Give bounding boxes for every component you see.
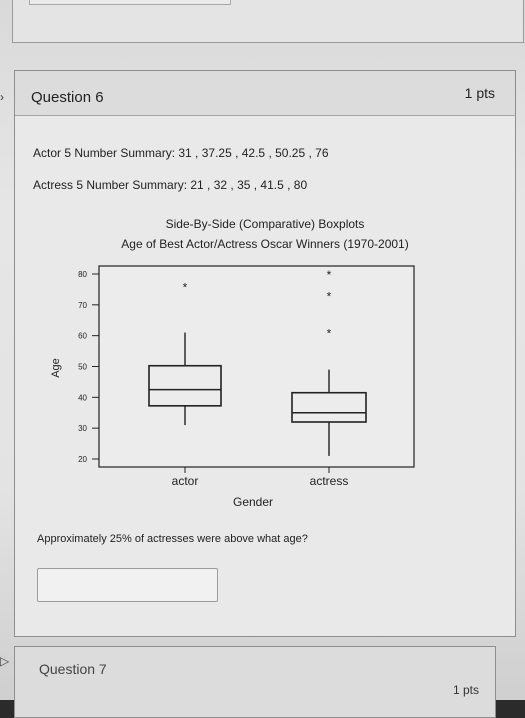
answer-input[interactable]: [37, 568, 218, 602]
y-tick-label: 30: [78, 424, 87, 434]
next-question-title: Question 7: [39, 661, 107, 677]
outlier-point: *: [326, 326, 332, 341]
plot-area: [99, 266, 414, 467]
x-tick-label: actor: [171, 474, 199, 488]
outlier-point: *: [182, 280, 188, 295]
next-question-card: [14, 646, 496, 718]
actor-summary: Actor 5 Number Summary: 31 , 37.25 , 42.5 , 50.25 , 76: [33, 146, 329, 160]
x-tick-label: actress: [309, 474, 349, 488]
question-title: Question 6: [31, 89, 104, 106]
chart-title: Side-By-Side (Comparative) Boxplots: [165, 217, 365, 231]
y-tick-label: 20: [78, 455, 87, 464]
outlier-point: *: [326, 268, 332, 282]
previous-answer-field[interactable]: [29, 0, 231, 5]
chart-subtitle: Age of Best Actor/Actress Oscar Winners (1970-2001): [121, 237, 409, 251]
y-tick-label: 80: [78, 270, 87, 279]
y-tick-label: 70: [78, 300, 87, 310]
outlier-point: *: [326, 289, 332, 304]
question-prompt: Approximately 25% of actresses were above what age?: [37, 533, 308, 545]
question-header: [15, 71, 515, 116]
y-axis-label: Age: [50, 358, 62, 378]
next-question-arrow-icon[interactable]: ▷: [0, 654, 10, 668]
actress-summary: Actress 5 Number Summary: 21 , 32 , 35 , 41.5 , 80: [33, 178, 308, 192]
y-tick-label: 60: [78, 331, 87, 341]
next-question-points: 1 pts: [452, 683, 479, 697]
collapse-arrow-icon[interactable]: ›: [0, 90, 4, 104]
previous-question-card: [12, 0, 524, 43]
x-axis-label: Gender: [232, 495, 274, 509]
question-card: [14, 70, 516, 637]
boxplot-chart: [29, 256, 429, 516]
y-tick-label: 40: [78, 393, 87, 403]
y-tick-label: 50: [78, 362, 87, 372]
question-points: 1 pts: [464, 85, 495, 101]
